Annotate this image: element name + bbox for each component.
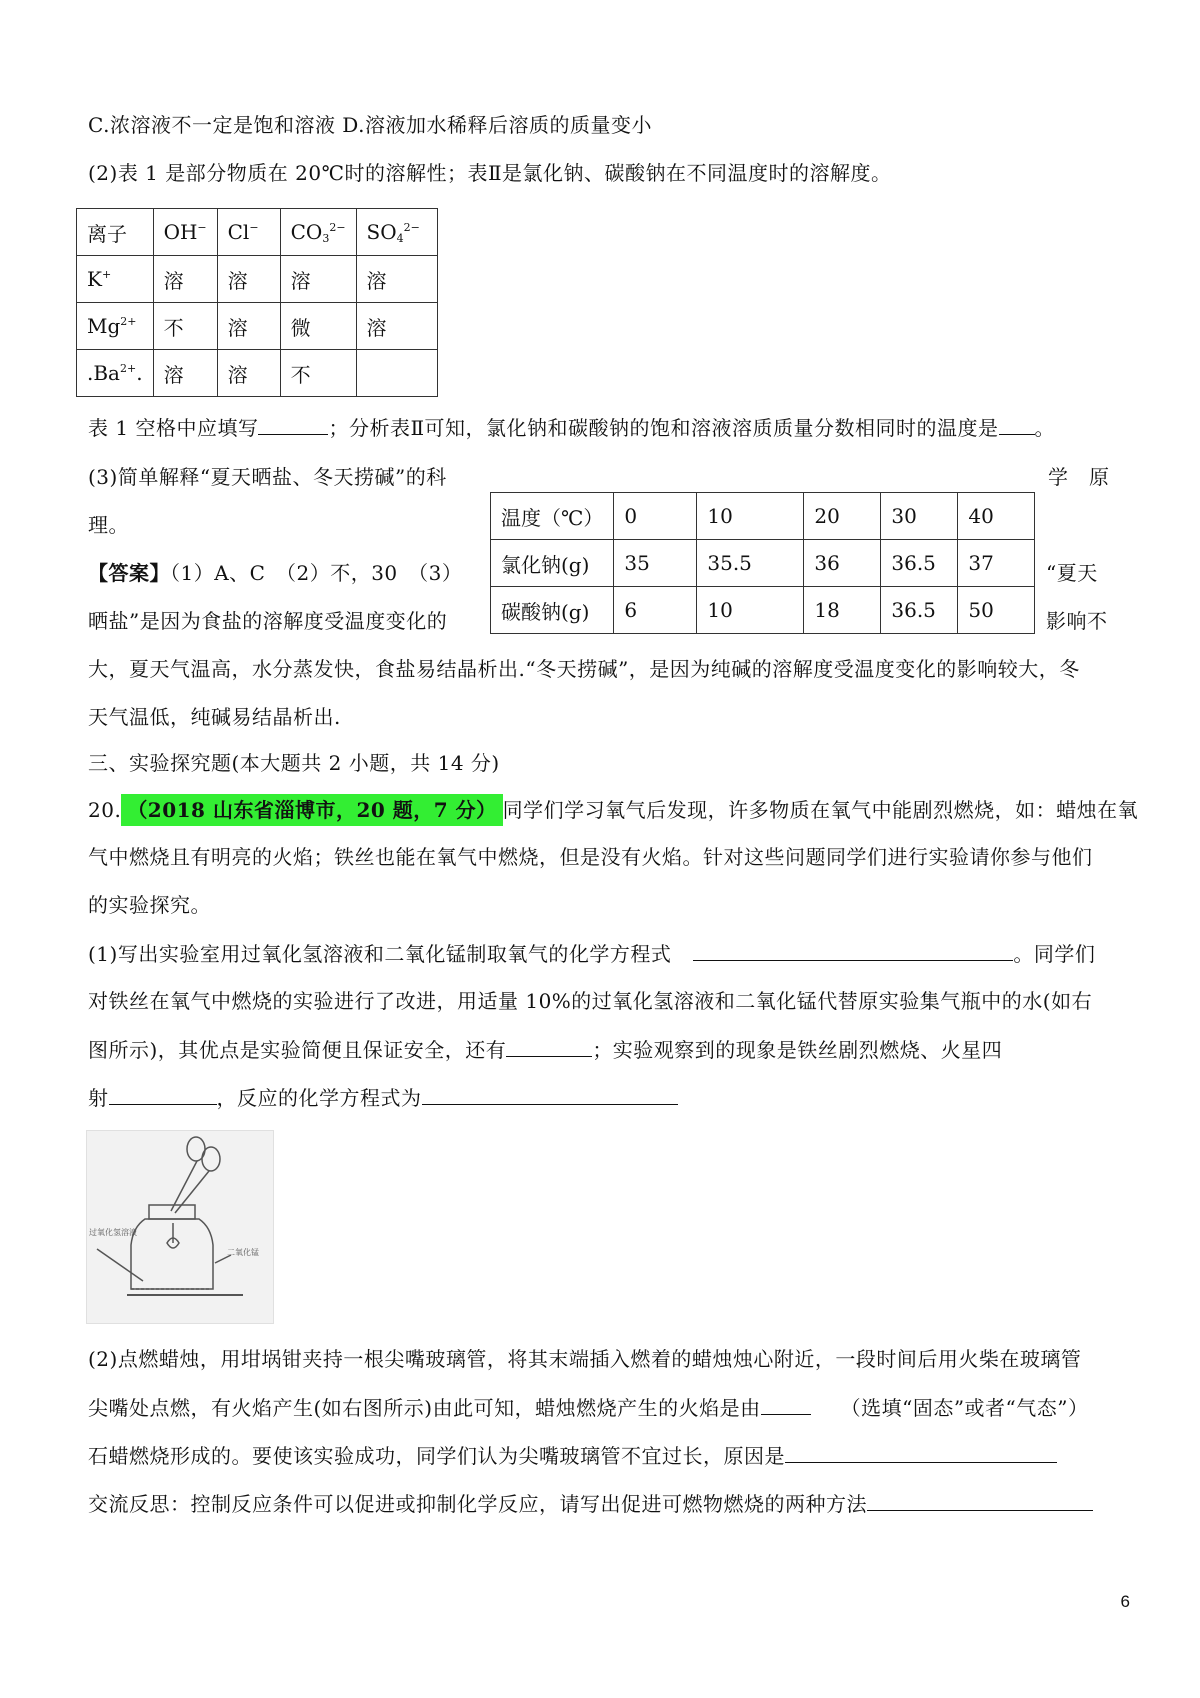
answer-label: 【答案】 bbox=[88, 561, 170, 585]
page-number: 6 bbox=[1120, 1592, 1130, 1611]
answer-blank bbox=[867, 1488, 1093, 1511]
bottle-body-icon bbox=[131, 1219, 213, 1289]
part-1-line-3: 图所示)，其优点是实验简便且保证安全，还有 ；实验观察到的现象是铁丝剧烈燃烧、火星四 bbox=[88, 1034, 1002, 1065]
reflection-line: 交流反思：控制反应条件可以促进或抑制化学反应，请写出促进可燃物燃烧的两种方法 bbox=[88, 1488, 1093, 1519]
table1-header-cell: 离子 bbox=[77, 209, 154, 256]
bottle-neck-icon bbox=[149, 1205, 195, 1219]
table2-cell: 35 bbox=[614, 540, 697, 587]
tongs-handle-icon bbox=[202, 1147, 220, 1171]
table1-ion-cell: $.Ba^{2+}$. bbox=[77, 350, 154, 397]
solubility-table-1 bbox=[76, 208, 438, 397]
table1-cell: 不 bbox=[280, 350, 356, 397]
answer-line-4: 天气温低，纯碱易结晶析出. bbox=[88, 705, 341, 729]
experiment-figure bbox=[86, 1130, 274, 1324]
table1-header-cell: $SO_4^{2-}$ bbox=[356, 209, 437, 256]
answer-line-2: 晒盐”是因为食盐的溶解度受温度变化的 bbox=[88, 609, 448, 633]
question-3-line: (3)简单解释“夏天晒盐、冬天捞碱”的科 bbox=[88, 465, 447, 489]
table1-header-cell: Cl− bbox=[217, 209, 280, 256]
table1-cell: 溶 bbox=[153, 350, 217, 397]
table1-cell: 溶 bbox=[217, 350, 280, 397]
question-20-line: 20. （2018 山东省淄博市，20 题，7 分） 同学们学习氧气后发现，许多物质在氧气中能剧烈燃烧，如：蜡烛在氧 bbox=[88, 794, 1138, 826]
section-heading: 三、实验探究题(本大题共 2 小题，共 14 分) bbox=[88, 751, 500, 775]
answer-right-2: 影响不 bbox=[1046, 609, 1108, 633]
answer-right-1: “夏天 bbox=[1046, 561, 1098, 585]
table1-header-cell: OH− bbox=[153, 209, 217, 256]
table2-cell: 36 bbox=[804, 540, 881, 587]
table1-ion-cell: K+ bbox=[77, 256, 154, 303]
table2-row bbox=[491, 587, 1035, 634]
figure-label-left: 过氧化氢溶液 bbox=[89, 1228, 137, 1237]
question-20-line-2: 气中燃烧且有明亮的火焰；铁丝也能在氧气中燃烧，但是没有火焰。针对这些问题同学们进行实验请你参与他们 bbox=[88, 845, 1093, 869]
option-line: C.浓溶液不一定是饱和溶液 D.溶液加水稀释后溶质的质量变小 bbox=[88, 113, 652, 137]
table2-cell: 6 bbox=[614, 587, 697, 634]
question-3-right: 学 原 bbox=[1048, 465, 1110, 489]
table1-cell: 溶 bbox=[153, 256, 217, 303]
table1-blank-cell bbox=[356, 350, 437, 397]
table2-cell: 35.5 bbox=[697, 540, 804, 587]
figure-label-right: 二氧化锰 bbox=[227, 1248, 259, 1257]
table1-cell: 不 bbox=[153, 303, 217, 350]
table2-header-cell: 30 bbox=[881, 493, 958, 540]
table2-cell: 10 bbox=[697, 587, 804, 634]
table1-cell: 溶 bbox=[356, 303, 437, 350]
question-20-line-3: 的实验探究。 bbox=[88, 893, 211, 917]
answer-line-3: 大，夏天气温高，水分蒸发快，食盐易结晶析出.“冬天捞碱”，是因为纯碱的溶解度受温度变化的影响较大，冬 bbox=[88, 657, 1080, 681]
question-2-intro: (2)表 1 是部分物质在 20℃时的溶解性；表Ⅱ是氯化钠、碳酸钠在不同温度时的溶解度。 bbox=[88, 161, 892, 185]
answer-blank bbox=[258, 412, 328, 435]
table1-row bbox=[77, 350, 438, 397]
answer-blank bbox=[422, 1082, 678, 1105]
table2-label-cell: 氯化钠(g) bbox=[491, 540, 614, 587]
answer-blank bbox=[506, 1034, 592, 1057]
part-2-line-3: 石蜡燃烧形成的。要使该实验成功，同学们认为尖嘴玻璃管不宜过长，原因是 bbox=[88, 1440, 1057, 1471]
part-2-line-2: 尖嘴处点燃，有火焰产生(如右图所示)由此可知，蜡烛燃烧产生的火焰是由 （选填“固态”或者“气态”） bbox=[88, 1392, 1089, 1423]
answer-blank bbox=[761, 1392, 811, 1415]
answer-blank bbox=[109, 1082, 217, 1105]
table2-header-cell: 0 bbox=[614, 493, 697, 540]
answer-blank bbox=[785, 1440, 1057, 1463]
part-1-line-2: 对铁丝在氧气中燃烧的实验进行了改进，用适量 10%的过氧化氢溶液和二氧化锰代替原实验集气瓶中的水(如右 bbox=[88, 989, 1093, 1013]
table2-cell: 37 bbox=[958, 540, 1035, 587]
table2-cell: 50 bbox=[958, 587, 1035, 634]
part-1-line-4: 射 ，反应的化学方程式为 bbox=[88, 1082, 678, 1113]
table1-row bbox=[77, 256, 438, 303]
answer-blank bbox=[999, 412, 1035, 435]
question-3-line2: 理。 bbox=[88, 513, 129, 537]
table1-cell: 溶 bbox=[356, 256, 437, 303]
part-1-line: (1)写出实验室用过氧化氢溶液和二氧化锰制取氧气的化学方程式 。同学们 bbox=[88, 938, 1095, 969]
table2-header-cell: 20 bbox=[804, 493, 881, 540]
table2-cell: 36.5 bbox=[881, 587, 958, 634]
table-question-line: 表 1 空格中应填写 ；分析表Ⅱ可知，氯化钠和碳酸钠的饱和溶液溶质质量分数相同时的温度是 。 bbox=[88, 412, 1055, 443]
table2-row bbox=[491, 540, 1035, 587]
solubility-table-2 bbox=[490, 492, 1035, 634]
answer-blank bbox=[693, 938, 1013, 961]
table1-cell: 溶 bbox=[217, 256, 280, 303]
answer-line: 【答案】（1）A、C （2）不，30 （3） bbox=[88, 561, 463, 585]
table1-row bbox=[77, 303, 438, 350]
table1-cell: 溶 bbox=[217, 303, 280, 350]
table1-header-cell: $CO_3^{2-}$ bbox=[280, 209, 356, 256]
table1-cell: 溶 bbox=[280, 256, 356, 303]
bottle-diagram bbox=[87, 1131, 273, 1323]
table2-header-row bbox=[491, 493, 1035, 540]
table2-cell: 36.5 bbox=[881, 540, 958, 587]
table2-header-cell: 40 bbox=[958, 493, 1035, 540]
table1-header-row bbox=[77, 209, 438, 256]
table1-ion-cell: $Mg^{2+}$ bbox=[77, 303, 154, 350]
table1-cell: 微 bbox=[280, 303, 356, 350]
table2-cell: 18 bbox=[804, 587, 881, 634]
table2-label-cell: 碳酸钠(g) bbox=[491, 587, 614, 634]
table2-header-cell: 温度（℃） bbox=[491, 493, 614, 540]
table2-header-cell: 10 bbox=[697, 493, 804, 540]
source-tag: （2018 山东省淄博市，20 题，7 分） bbox=[121, 794, 502, 826]
part-2-line: (2)点燃蜡烛，用坩埚钳夹持一根尖嘴玻璃管，将其末端插入燃着的蜡烛烛心附近，一段时间后用火柴在玻璃管 bbox=[88, 1347, 1082, 1371]
